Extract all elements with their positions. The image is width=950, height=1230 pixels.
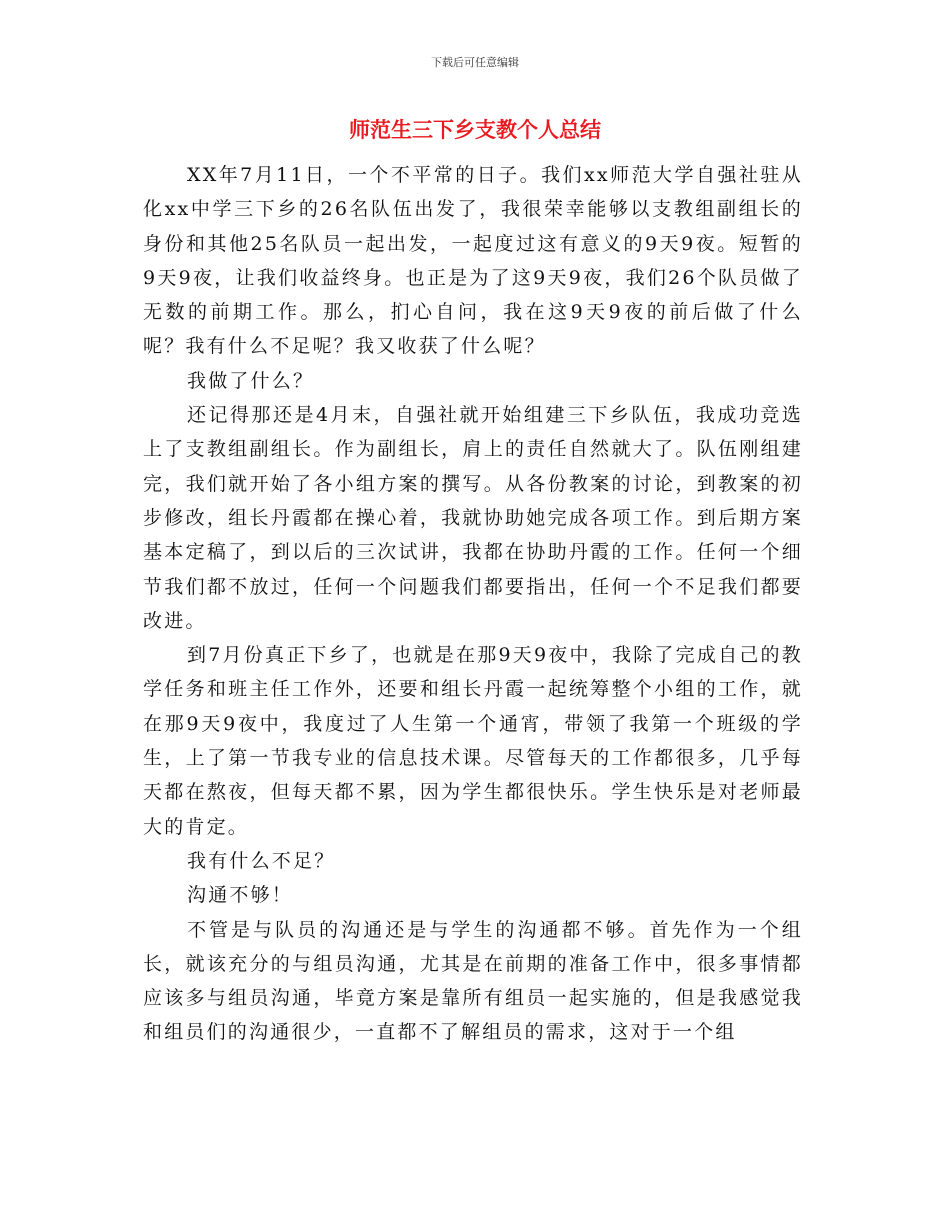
document-body bbox=[143, 158, 803, 1050]
subheading-communication: 沟通不够！ bbox=[187, 884, 294, 907]
paragraph-communication: 不管是与队员的沟通还是与学生的沟通都不够。首先作为一个组长，就该充分的与组员沟通，尤其是在前期的准备工作中，很多事情都应该多与组员沟通，毕竟方案是靠所有组员一起实施的，但是我感觉我和组员们的沟通很少，一直都不了解组员的需求，这对于一个组 bbox=[143, 918, 803, 1044]
section-heading-shortcomings: 我有什么不足？ bbox=[187, 849, 336, 872]
paragraph-during-trip: 到7月份真正下乡了，也就是在那9天9夜中，我除了完成自己的教学任务和班主任工作外，还要和组长丹霞一起统筹整个小组的工作，就在那9天9夜中，我度过了人生第一个通宵，带领了我第一个班级的学生，上了第一节我专业的信息技术课。尽管每天的工作都很多，几乎每天都在熬夜，但每天都不累，因为学生都很快乐。学生快乐是对老师最大的肯定。 bbox=[143, 644, 803, 838]
document-title: 师范生三下乡支教个人总结 bbox=[349, 118, 601, 142]
section-heading-what-i-did: 我做了什么？ bbox=[187, 369, 315, 392]
paragraph-preparation: 还记得那还是4月末，自强社就开始组建三下乡队伍，我成功竞选上了支教组副组长。作为副组长，肩上的责任自然就大了。队伍刚组建完，我们就开始了各小组方案的撰写。从各份教案的讨论，到教案的初步修改，组长丹霞都在操心着，我就协助她完成各项工作。到后期方案基本定稿了，到以后的三次试讲，我都在协助丹霞的工作。任何一个细节我们都不放过，任何一个问题我们都要指出，任何一个不足我们都要改进。 bbox=[143, 404, 803, 632]
paragraph-intro: XX年7月11日，一个不平常的日子。我们xx师范大学自强社驻从化xx中学三下乡的26名队伍出发了，我很荣幸能够以支教组副组长的身份和其他25名队员一起出发，一起度过这有意义的9天9夜。短暂的9天9夜，让我们收益终身。也正是为了这9天9夜，我们26个队员做了无数的前期工作。那么，扪心自问，我在这9天9夜的前后做了什么呢？我有什么不足呢？我又收获了什么呢？ bbox=[143, 164, 803, 358]
page-header-note: 下载后可任意编辑 bbox=[431, 56, 519, 69]
